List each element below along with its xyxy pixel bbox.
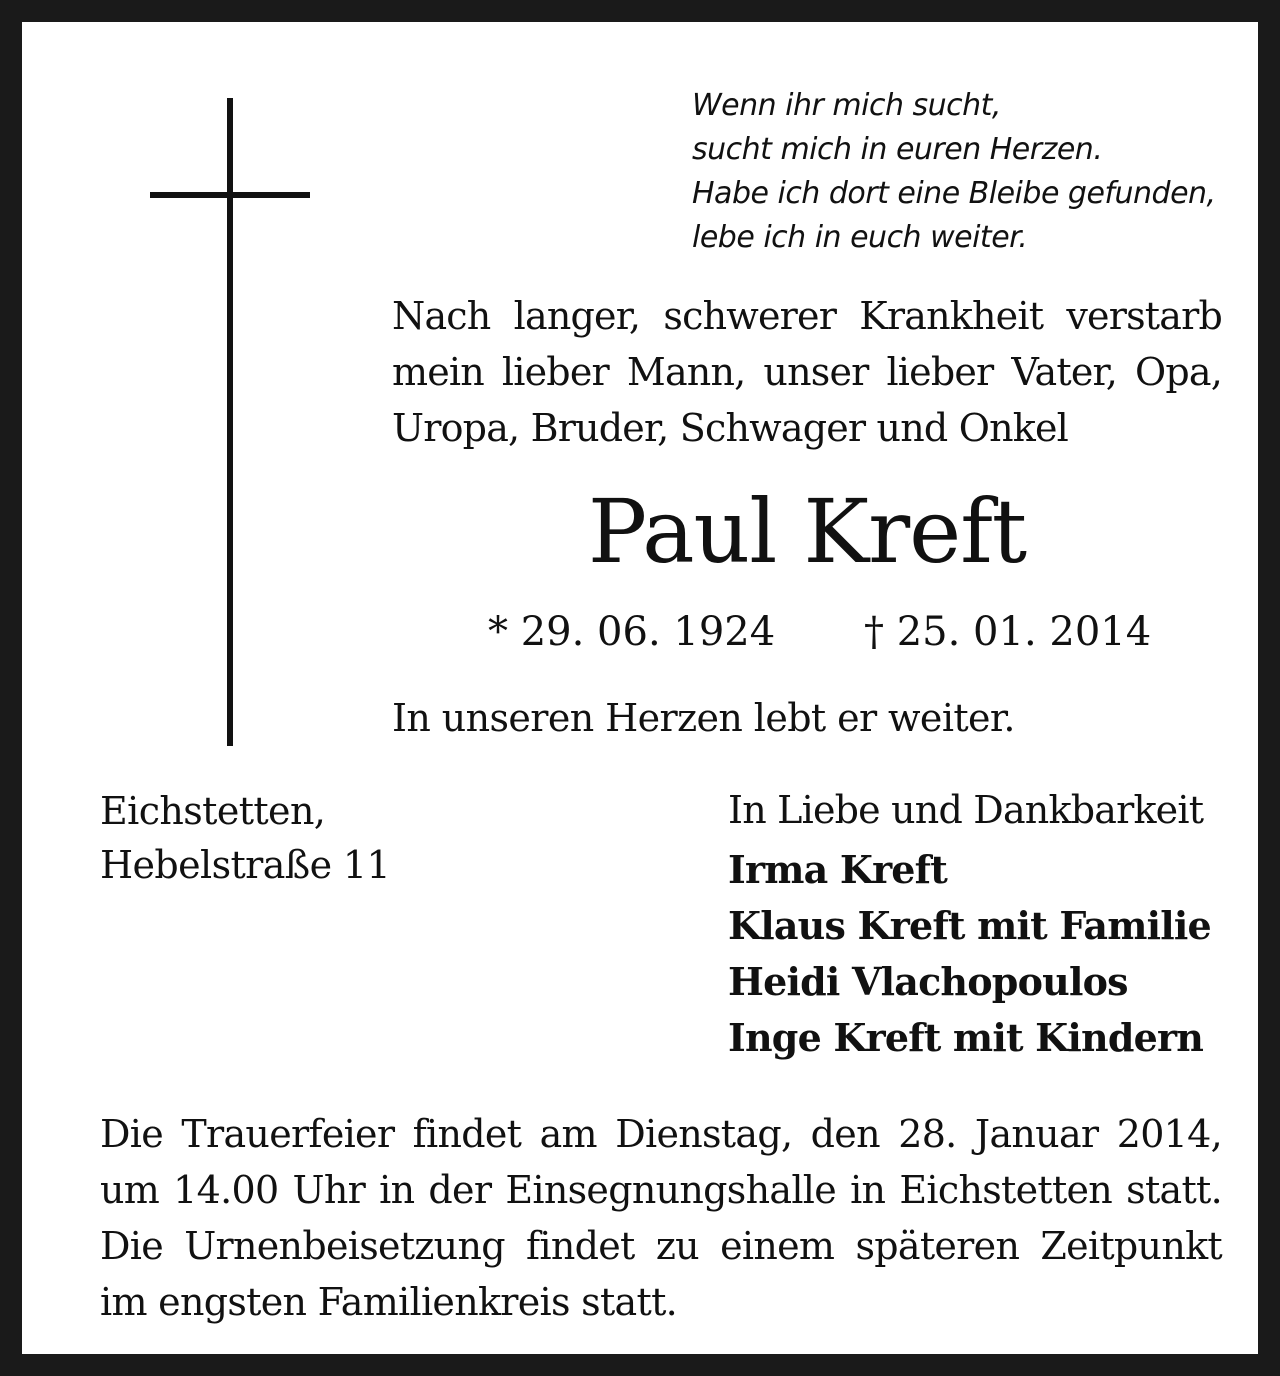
- memory-line: In unseren Herzen lebt er weiter.: [392, 696, 1015, 740]
- deceased-name: Paul Kreft: [587, 480, 1027, 583]
- mourner-list: [728, 842, 1248, 1066]
- poem-line: sucht mich in euren Herzen.: [692, 132, 1103, 167]
- death-date: † 25. 01. 2014: [864, 609, 1152, 655]
- poem: [692, 84, 1252, 260]
- poem-line: Wenn ihr mich sucht,: [692, 88, 1001, 123]
- poem-line: Habe ich dort eine Bleibe gefunden,: [692, 176, 1216, 211]
- birth-date: * 29. 06. 1924: [488, 609, 776, 655]
- address-line: Eichstetten,: [100, 789, 326, 833]
- announcement-line: Uropa, Bruder, Schwager und Onkel: [392, 406, 1069, 450]
- ceremony-line: im engsten Familienkreis statt.: [100, 1280, 678, 1324]
- mourners: [728, 782, 1248, 1066]
- address-line: Hebelstraße 11: [100, 843, 391, 887]
- mourner-name: Inge Kreft mit Kindern: [728, 1015, 1204, 1060]
- announcement-line: mein lieber Mann, unser lieber Vater, Opa,: [392, 350, 1222, 394]
- ceremony-line: um 14.00 Uhr in der Einsegnungshalle in Eichstetten statt.: [100, 1168, 1222, 1212]
- mourners-intro: In Liebe und Dankbarkeit: [728, 788, 1204, 832]
- poem-line: lebe ich in euch weiter.: [692, 220, 1028, 255]
- mourner-name: Irma Kreft: [728, 847, 947, 892]
- ceremony-line: Die Urnenbeisetzung findet zu einem späteren Zeitpunkt: [100, 1224, 1222, 1268]
- mourner-name: Heidi Vlachopoulos: [728, 959, 1128, 1004]
- ceremony-line: Die Trauerfeier findet am Dienstag, den 28. Januar 2014,: [100, 1112, 1222, 1156]
- announcement-line: Nach langer, schwerer Krankheit verstarb: [392, 294, 1222, 338]
- mourner-name: Klaus Kreft mit Familie: [728, 903, 1211, 948]
- cross-icon-crossbar: [150, 192, 310, 198]
- announcement-text: [392, 288, 1222, 456]
- ceremony-info: [100, 1106, 1222, 1330]
- address: [100, 784, 520, 892]
